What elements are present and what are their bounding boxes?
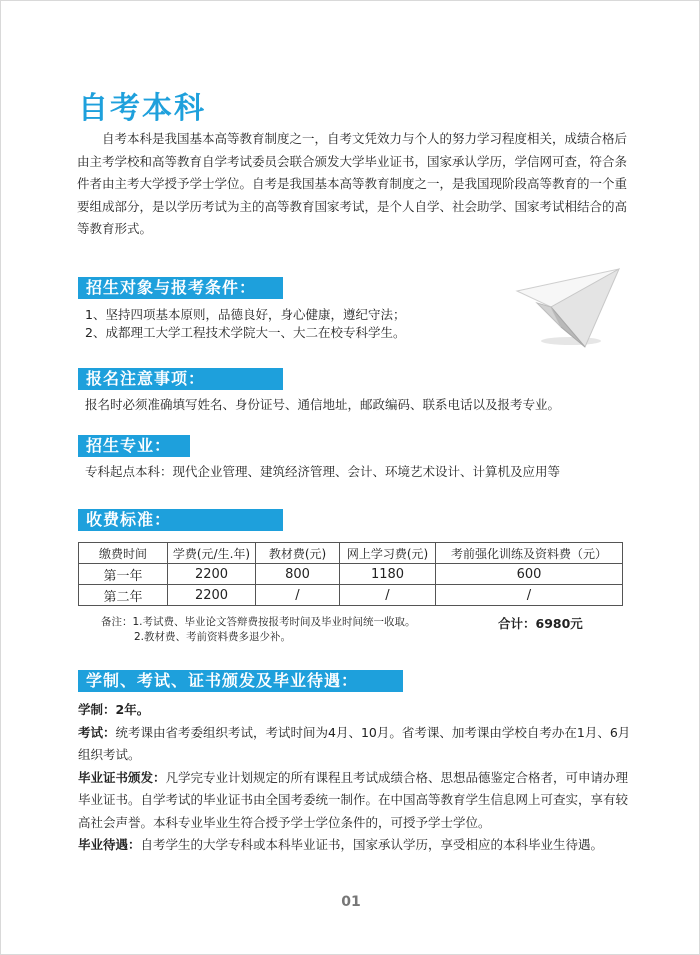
table-cell: / (436, 585, 623, 606)
fee-total: 合计：6980元 (498, 616, 583, 631)
table-cell: 第二年 (79, 585, 168, 606)
certificate-label: 毕业证书颁发： (78, 769, 166, 785)
table-row (79, 564, 623, 585)
majors-text: 专科起点本科：现代企业管理、建筑经济管理、会计、环境艺术设计、计算机及应用等 (85, 464, 561, 479)
intro-paragraph: 自考本科是我国基本高等教育制度之一，自考文凭效力与个人的努力学习程度相关，成绩合格后由主考学校和高等教育自学考试委员会联合颁发大学毕业证书，国家承认学历，学信网可查，符合条件者由主考大学授予学士学位。自考是我国基本高等教育制度之一，是我国现阶段高等教育的一个重要组成部分，是以学历考试为主的高等教育国家考试，是个人自学、社会助学、国家考试相结合的高等教育形式。 (77, 131, 628, 236)
system-paragraphs (78, 699, 638, 857)
eligibility-item: 2、成都理工大学工程技术学院大一、大二在校专科学生。 (85, 325, 406, 340)
table-cell: / (340, 585, 436, 606)
section-header-fees: 收费标准： (78, 509, 283, 531)
table-cell: 1180 (340, 564, 436, 585)
exam-label: 考试： (78, 724, 116, 740)
fee-note: 2.教材费、考前资料费多退少补。 (134, 631, 292, 643)
table-cell: 2200 (168, 585, 256, 606)
fee-table-header-row (79, 543, 623, 564)
notes-text: 报名时必须准确填写姓名、身份证号、通信地址，邮政编码、联系电话以及报考专业。 (85, 397, 561, 412)
table-cell: 2200 (168, 564, 256, 585)
fee-table (78, 542, 623, 606)
treatment-label: 毕业待遇： (78, 837, 141, 852)
section-header-notes: 报名注意事项： (78, 368, 283, 390)
duration-label: 学制： (78, 702, 116, 717)
page-title: 自考本科 (78, 91, 206, 126)
treatment-text: 自考学生的大学专科或本科毕业证书，国家承认学历，享受相应的本科毕业生待遇。 (140, 837, 604, 852)
section-header-majors: 招生专业： (78, 435, 190, 457)
table-cell: / (256, 585, 340, 606)
table-cell: 第一年 (79, 564, 168, 585)
duration-value: 2年。 (115, 702, 150, 717)
exam-paragraph (78, 722, 638, 767)
exam-text: 统考课由省考委组织考试，考试时间为4月、10月。省考课、加考课由学校自考办在1月、6月组织考试。 (78, 724, 631, 762)
paper-plane-icon (513, 263, 623, 353)
section-header-system: 学制、考试、证书颁发及毕业待遇： (78, 670, 403, 692)
certificate-paragraph (78, 767, 638, 835)
fee-table-header-cell: 考前强化训练及资料费（元） (436, 543, 623, 564)
table-cell: 800 (256, 564, 340, 585)
fee-table-header-cell: 教材费(元) (256, 543, 340, 564)
fee-note: 备注：1.考试费、毕业论文答辩费按报考时间及毕业时间统一收取。 (101, 616, 416, 628)
eligibility-item: 1、坚持四项基本原则，品德良好，身心健康，遵纪守法； (85, 307, 406, 322)
fee-table-header-cell: 缴费时间 (79, 543, 168, 564)
fee-table-header-cell: 学费(元/生.年) (168, 543, 256, 564)
certificate-text: 凡学完专业计划规定的所有课程且考试成绩合格、思想品德鉴定合格者，可申请办理毕业证书。自学考试的毕业证书由全国考委统一制作。在中国高等教育学生信息网上可查实，享有较高社会声誉。本科专业毕业生符合授予学士学位条件的，可授予学士学位。 (78, 769, 629, 830)
table-row (79, 585, 623, 606)
page-number: 01 (341, 894, 361, 910)
treatment-paragraph (78, 834, 638, 857)
duration-paragraph (78, 699, 638, 722)
section-header-eligibility: 招生对象与报考条件： (78, 277, 283, 299)
fee-table-header-cell: 网上学习费(元) (340, 543, 436, 564)
table-cell: 600 (436, 564, 623, 585)
